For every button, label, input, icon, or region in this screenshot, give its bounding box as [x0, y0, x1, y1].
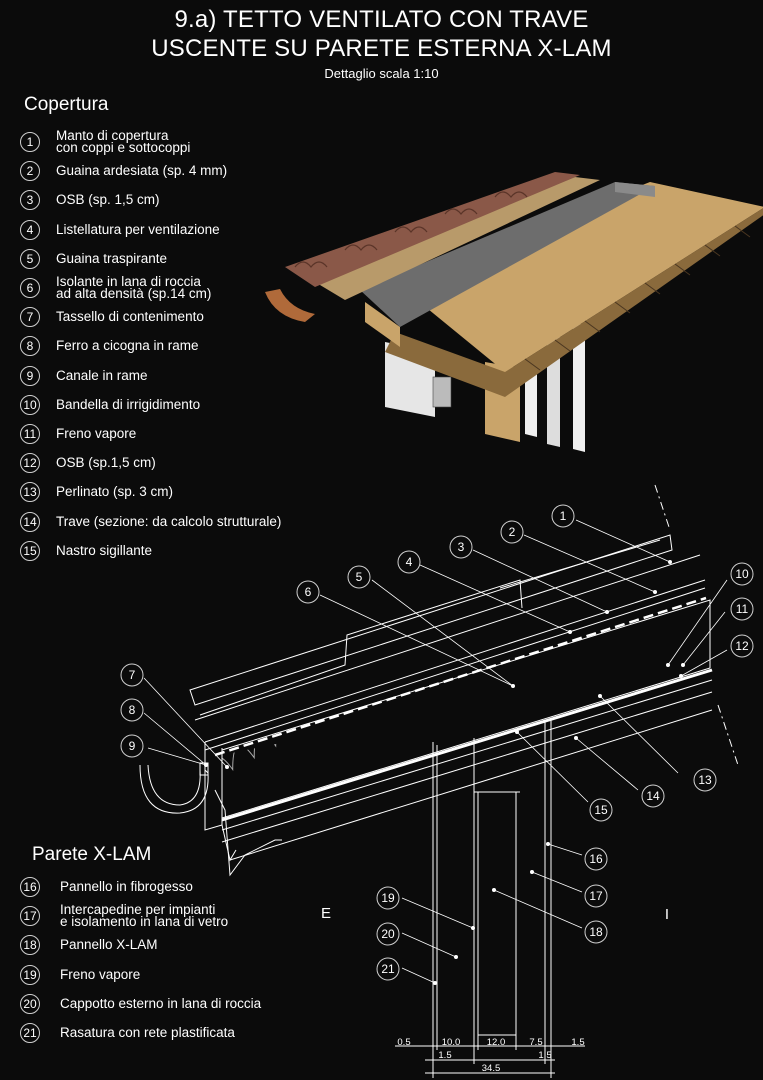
- legend-number: 12: [20, 453, 40, 473]
- callout-number: 1: [559, 509, 567, 524]
- perlinato-lower: [222, 692, 712, 842]
- eave-lower: [222, 825, 236, 860]
- gutter-section: [140, 765, 208, 813]
- callout-number: 17: [589, 889, 603, 904]
- legend-item-6: [20, 274, 212, 301]
- legend-number: 5: [20, 249, 40, 269]
- subtitle: Dettaglio scala 1:10: [324, 66, 439, 81]
- legend-number: 21: [20, 1023, 40, 1043]
- callout-number: 6: [304, 585, 312, 600]
- section-drawing: [0, 480, 763, 1080]
- callout-3: [450, 536, 472, 558]
- title-line-1: 9.a) TETTO VENTILATO CON TRAVE: [174, 6, 589, 33]
- legend-label: OSB (sp.1,5 cm): [56, 455, 156, 471]
- legend-label: Cappotto esterno in lana di roccia: [60, 995, 262, 1011]
- callout-13: [694, 769, 716, 791]
- callout-number: 7: [128, 668, 136, 683]
- leader-lines: [144, 520, 727, 983]
- legend-label: Manto di copertura con coppi e sottocoppi: [56, 128, 191, 155]
- interior-label: I: [664, 905, 670, 923]
- legend-label: Freno vapore: [60, 966, 141, 982]
- callout-11: [731, 598, 753, 620]
- gutter-3d: [265, 289, 315, 322]
- cut-line-top: [655, 485, 670, 530]
- tile-layer: [190, 535, 672, 705]
- copertura-heading: Copertura: [24, 94, 109, 115]
- callout-number: 12: [735, 639, 749, 654]
- legend-number: 20: [20, 994, 40, 1014]
- callout-5: [348, 566, 370, 588]
- legend-number: 10: [20, 395, 40, 415]
- legend-label: Trave (sezione: da calcolo strutturale): [56, 513, 282, 529]
- vapour-barrier: [222, 670, 712, 820]
- legend-label: Tassello di contenimento: [56, 309, 204, 325]
- legend-number: 19: [20, 965, 40, 985]
- callout-12: [731, 635, 753, 657]
- callout-10: [731, 563, 753, 585]
- dimension-labels: [397, 1037, 584, 1074]
- legend-label: Intercapedine per impianti e isolamento in lana di vetro: [60, 902, 229, 930]
- legend-label: Listellatura per ventilazione: [56, 221, 220, 237]
- legend-item-9: [20, 365, 148, 387]
- insulation-zone: [222, 600, 710, 818]
- legend-label: Pannello in fibrogesso: [60, 879, 193, 894]
- callout-number: 9: [128, 739, 136, 754]
- tile-line: [195, 555, 700, 720]
- callout-number: 21: [381, 962, 395, 977]
- dimension-label: 10.0: [441, 1037, 461, 1048]
- legend-item-5: [20, 248, 167, 270]
- callout-19: [377, 887, 399, 909]
- callout-7: [121, 664, 143, 686]
- legend-label: Freno vapore: [56, 426, 137, 441]
- exterior-label: E: [320, 904, 332, 922]
- callout-1: [552, 505, 574, 527]
- legend-number: 15: [20, 541, 40, 561]
- legend-number: 16: [20, 877, 40, 897]
- legend-item-11: [20, 423, 136, 445]
- callout-14: [642, 785, 664, 807]
- callout-16: [585, 848, 607, 870]
- dimension-label: 7.5: [529, 1037, 543, 1048]
- wall-xlam: [478, 792, 516, 1035]
- legend-number: 8: [20, 336, 40, 356]
- callout-4: [398, 551, 420, 573]
- legend-item-3: [20, 189, 160, 211]
- callout-20: [377, 923, 399, 945]
- callout-number: 5: [355, 570, 363, 585]
- legend-label: Guaina traspirante: [56, 250, 168, 266]
- callout-number: 20: [381, 927, 395, 942]
- legend-item-8: [20, 335, 199, 357]
- wall-mesh: [433, 377, 451, 407]
- legend-number: 2: [20, 161, 40, 181]
- legend-label: Rasatura con rete plastificata: [60, 1025, 235, 1040]
- callout-number: 16: [589, 852, 603, 867]
- legend-label: Guaina ardesiata (sp. 4 mm): [56, 163, 228, 179]
- dimension-label: 12.0: [486, 1037, 506, 1048]
- legend-number: 7: [20, 307, 40, 327]
- cut-line-right: [718, 705, 738, 765]
- legend-item-12: [20, 452, 156, 474]
- callout-15: [590, 799, 612, 821]
- callout-2: [501, 521, 523, 543]
- dimension-label: 1.5: [571, 1037, 585, 1048]
- callout-number: 10: [735, 567, 749, 582]
- callout-9: [121, 735, 143, 757]
- legend-item-2: [20, 160, 227, 182]
- legend-label: Isolante in lana di roccia ad alta densità (sp.14 cm): [56, 274, 212, 301]
- legend-number: 4: [20, 220, 40, 240]
- osb-lower: [222, 680, 712, 830]
- legend-label: Ferro a cicogna in rame: [56, 338, 199, 354]
- callout-number: 4: [405, 555, 413, 570]
- legend-item-1: [20, 128, 191, 155]
- legend-number: 9: [20, 366, 40, 386]
- legend-number: 6: [20, 278, 40, 298]
- callout-17: [585, 885, 607, 907]
- dimension-label: 34.5: [481, 1063, 501, 1074]
- callout-number: 18: [589, 925, 603, 940]
- callout-8: [121, 699, 143, 721]
- legend-label: Canale in rame: [56, 367, 148, 383]
- callout-6: [297, 581, 319, 603]
- callout-number: 15: [594, 803, 608, 818]
- callout-number: 19: [381, 891, 395, 906]
- dimension-label: 0.5: [397, 1037, 411, 1048]
- legend-label: Perlinato (sp. 3 cm): [56, 484, 174, 500]
- callout-number: 8: [128, 703, 136, 718]
- legend-number: 11: [20, 424, 40, 444]
- legend-number: 1: [20, 132, 40, 152]
- callout-21: [377, 958, 399, 980]
- dimension-label: 1.5: [538, 1050, 552, 1061]
- legend-label: Nastro sigillante: [56, 542, 153, 558]
- tile-step-1: [200, 580, 522, 715]
- legend-number: 13: [20, 482, 40, 502]
- legend-item-7: [20, 306, 204, 328]
- callout-number: 13: [698, 773, 712, 788]
- legend-number: 17: [20, 906, 40, 926]
- legend-number: 18: [20, 935, 40, 955]
- legend-label: Bandella di irrigidimento: [56, 396, 201, 412]
- dimension-label: 1.5: [438, 1050, 452, 1061]
- callout-number: 2: [508, 525, 516, 540]
- legend-number: 14: [20, 512, 40, 532]
- parete-heading: Parete X-LAM: [32, 844, 152, 865]
- callout-number: 11: [735, 602, 749, 617]
- legend-item-10: [20, 394, 200, 416]
- roof-3d-illustration: [255, 172, 763, 472]
- callout-number: 14: [646, 789, 660, 804]
- title-line-2: USCENTE SU PARETE ESTERNA X-LAM: [151, 35, 612, 62]
- legend-number: 3: [20, 190, 40, 210]
- callout-18: [585, 921, 607, 943]
- rafter-bottom: [230, 710, 712, 860]
- legend-label: Pannello X-LAM: [60, 937, 158, 953]
- legend-label: OSB (sp. 1,5 cm): [56, 192, 160, 208]
- callout-number: 3: [457, 540, 465, 555]
- legend-item-4: [20, 219, 220, 241]
